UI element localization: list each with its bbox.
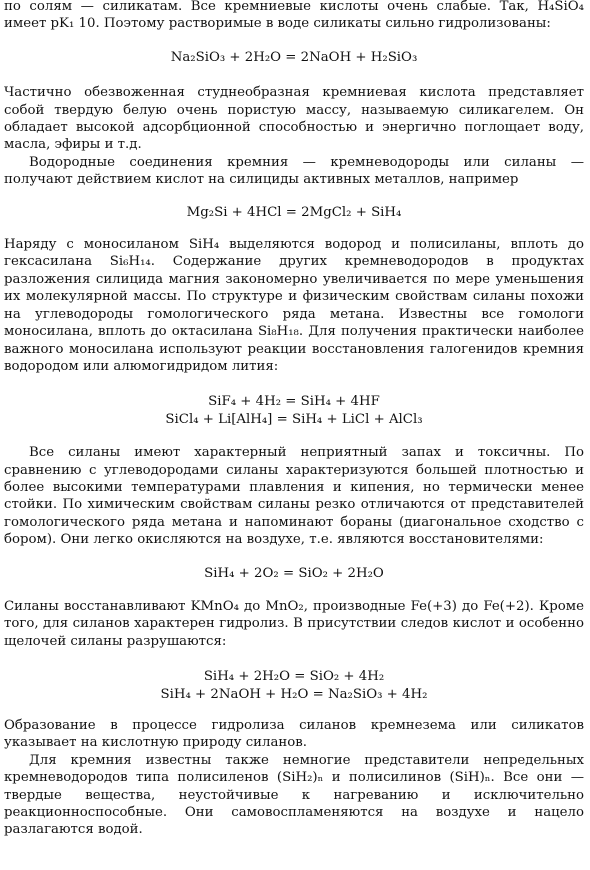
equation-silane-hydrolysis: SiH₄ + 2H₂O = SiO₂ + 4H₂ — [203, 669, 385, 685]
equation-silane-oxidation: SiH₄ + 2O₂ = SiO₂ + 2H₂O — [204, 565, 384, 581]
equation-silicon-chloride-reduction: SiCl₄ + Li[AlH₄] = SiH₄ + LiCl + AlCl₃ — [165, 411, 423, 427]
paragraph-silicic-acids: по солям — силикатам. Все кремниевые кислоты очень слабые. Так, H₄SiO₄ имеет pK₁ 10. Поэтому растворимые в воде силикаты сильно гидролизованы: — [4, 0, 584, 32]
paragraph-silane-reduction: Силаны восстанавливают KMnO₄ до MnO₂, производные Fe(+3) до Fe(+2). Кроме того, для силанов характерен гидролиз. В присутствии следов кислот и особенно щелочей силаны разрушаются: — [4, 598, 584, 649]
paragraph-silanes-preparation: Водородные соединения кремния — кремневодороды или силаны — получают действием кислот на силициды активных металлов, например — [4, 154, 584, 188]
equation-magnesium-silicide: Mg₂Si + 4HCl = 2MgCl₂ + SiH₄ — [186, 204, 402, 220]
equation-sodium-silicate-hydrolysis: Na₂SiO₃ + 2H₂O = 2NaOH + H₂SiO₃ — [170, 49, 418, 65]
paragraph-unsaturated-silanes: Для кремния известны также немногие представители непредельных кремневодородов типа полисиленов (SiH₂)ₙ и полисилинов (SiH)ₙ. Все они — твердые вещества, неустойчивые к нагреванию и исключительно реакционноспособные. Они самовоспламеняются на воздухе и нацело разлагаются водой. — [4, 752, 584, 838]
paragraph-silica-gel: Частично обезвоженная студнеобразная кремниевая кислота представляет собой твердую белую очень пористую массу, называемую силикагелем. Он обладает высокой адсорбционной способностью и энергично поглощает воду, масла, эфиры и т.д. — [4, 85, 584, 153]
paragraph-acidic-nature: Образование в процессе гидролиза силанов кремнезема или силикатов указывает на кислотную природу силанов. — [4, 718, 584, 751]
paragraph-silane-properties: Все силаны имеют характерный неприятный запах и токсичны. По сравнению с углеводородами силаны характеризуются большей плотностью и более высокими температурами плавления и кипения, но термически менее стойки. По химическим свойствам силаны резко отличаются от представителей гомологического ряда метана и напоминают бораны (диагональное сходство с бором). Они легко окисляются на воздухе, т.е. являются восстановителями: — [4, 445, 584, 548]
equation-silicon-fluoride-reduction: SiF₄ + 4H₂ = SiH₄ + 4HF — [208, 394, 380, 410]
equation-silane-alkali: SiH₄ + 2NaOH + H₂O = Na₂SiO₃ + 4H₂ — [160, 686, 428, 702]
paragraph-monosilane: Наряду с моносиланом SiH₄ выделяются водород и полисиланы, вплоть до гексасилана Si₆H₁₄. Содержание других кремневодородов в продуктах разложения силицида магния закономерно увеличивается по мере уменьшения их молекулярной массы. По структуре и физическим свойствам силаны похожи на углеводороды гомологического ряда метана. Известны все гомологи моносилана, вплоть до октасилана Si₈H₁₈. Для получения практически наиболее важного моносилана используют реакции восстановления галогенидов кремния водородом или алюмогидридом лития: — [4, 237, 584, 374]
